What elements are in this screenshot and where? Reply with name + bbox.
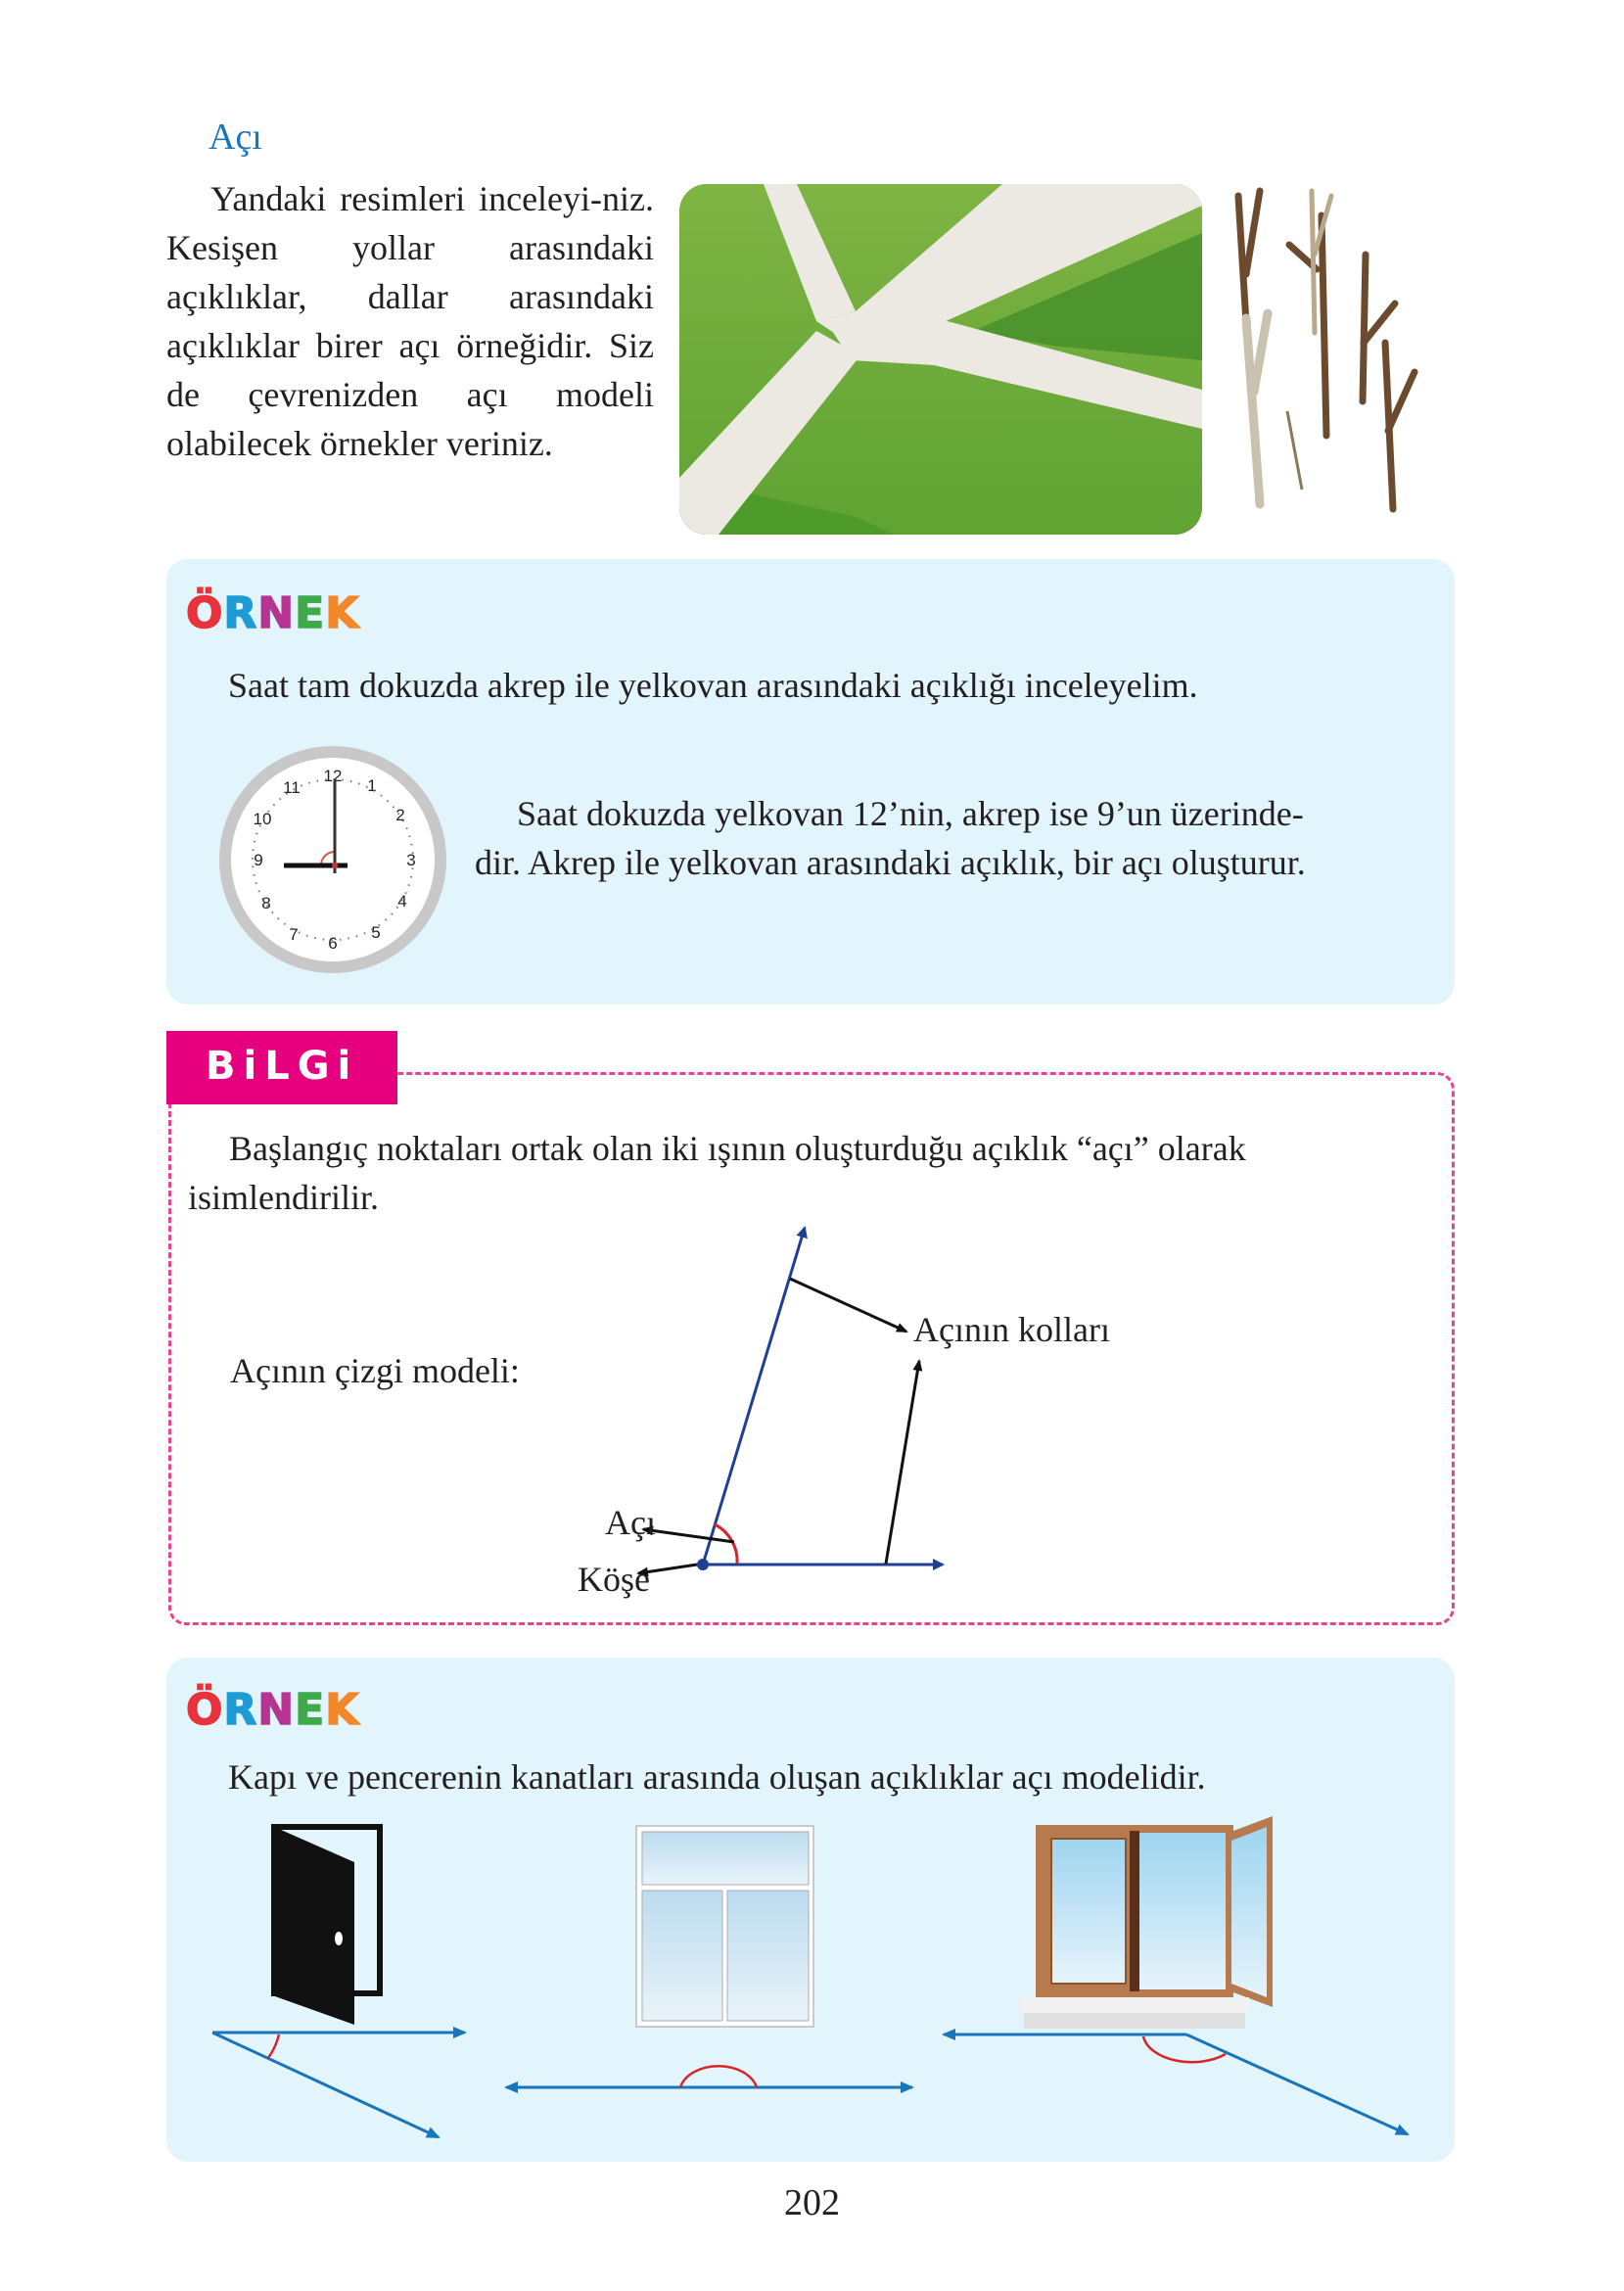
section-title: Açı [209, 117, 262, 158]
label-vertex: Köşe [578, 1560, 650, 1599]
example-prompt: Saat tam dokuzda akrep ile yelkovan arasındaki açıklığı inceleyelim. [228, 666, 1198, 705]
svg-text:6: 6 [328, 934, 338, 953]
svg-text:2: 2 [395, 806, 405, 824]
clock-icon [215, 742, 450, 982]
intro-paragraph [166, 174, 654, 468]
intro-text: Yandaki resimleri inceleyi-niz. Kesişen yollar arasındaki açıklıklar, dallar arasındaki açıklıklar birer açı örneğidir. Siz de çevrenizden açı modeli olabilecek örnekler veriniz. [166, 179, 654, 463]
svg-text:12: 12 [323, 767, 343, 785]
info-definition: Başlangıç noktaları ortak olan iki ışının oluşturduğu açıklık “açı” olarak isimlendirilir. [188, 1129, 1246, 1217]
svg-text:11: 11 [283, 778, 301, 797]
svg-text:1: 1 [367, 776, 377, 795]
svg-text:9: 9 [254, 851, 263, 869]
example-explanation: Saat dokuzda yelkovan 12’nin, akrep ise 9’un üzerinde- dir. Akrep ile yelkovan arasındaki açıklık, bir açı oluşturur. [475, 794, 1306, 882]
svg-text:5: 5 [371, 923, 381, 942]
page-number: 202 [784, 2182, 840, 2223]
tree-branches-photo [1219, 186, 1454, 524]
label-angle-arms: Açının kolları [913, 1310, 1110, 1349]
label-angle: Açı [605, 1503, 656, 1542]
svg-text:7: 7 [289, 925, 299, 944]
example-title: ÖRNEK [186, 1685, 360, 1735]
open-door-figure [196, 1811, 489, 2159]
open-window-figure [930, 1801, 1439, 2169]
crossing-roads-photo [679, 184, 1202, 535]
svg-text:3: 3 [406, 851, 416, 869]
closed-window-figure [489, 1811, 930, 2129]
svg-text:8: 8 [261, 894, 271, 912]
angle-diagram [568, 1214, 1351, 1625]
example-title: ÖRNEK [186, 588, 360, 638]
angle-model-label: Açının çizgi modeli: [230, 1351, 520, 1390]
example-prompt: Kapı ve pencerenin kanatları arasında oluşan açıklıklar açı modelidir. [228, 1757, 1206, 1797]
svg-text:10: 10 [253, 810, 272, 828]
svg-text:4: 4 [397, 892, 407, 911]
info-tag: BiLGi [166, 1031, 397, 1104]
